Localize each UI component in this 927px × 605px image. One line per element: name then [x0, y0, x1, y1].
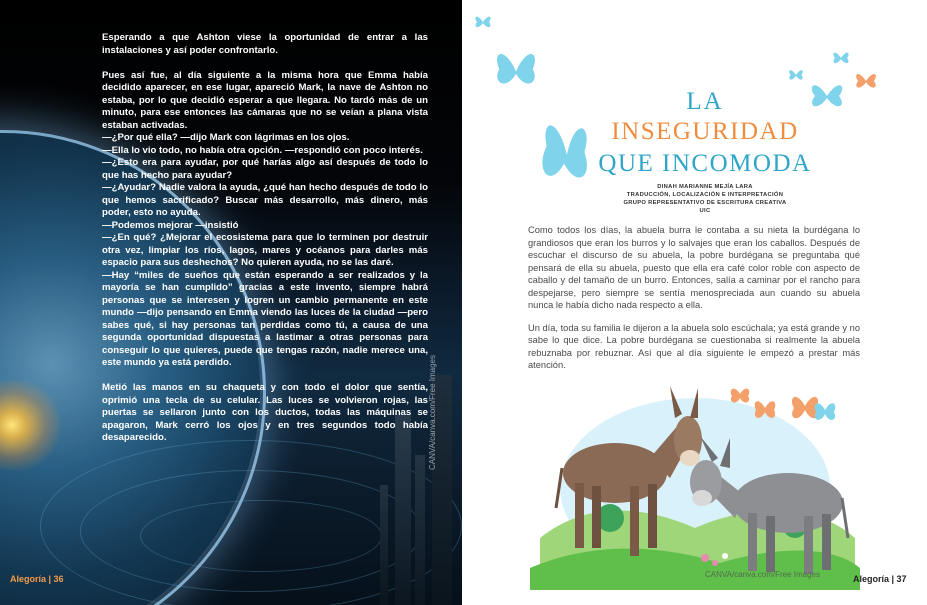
title-line: QUE INCOMODA [598, 150, 812, 177]
butterfly-icon [487, 45, 545, 93]
title-line: LA [686, 88, 724, 115]
dialogue-line: —¿En qué? ¿Mejorar el ecosistema para que lo terminen por destruir otra vez, limpiar los ríos, lagos, mares y océanos para darles más espacio para sus deshechos? No quieren ayuda, no se las daré. [102, 232, 428, 268]
left-page [0, 0, 462, 605]
tower-silhouette [380, 485, 388, 605]
paragraph: Pues así fue, al día siguiente a la misma hora que Emma había decidido aparecer, en ese lugar, apareció Mark, la nave de Ashton no estaba, por lo que decidió esperar a que llegara. No tardó más de un minuto, para ese entonces las cámaras que no se veían a plana vista estaban activadas. [102, 69, 428, 131]
dialogue-line: —Podemos mejorar —insistió [102, 219, 239, 231]
butterfly-icon [853, 66, 879, 96]
image-credit: CANVA/canva.com/Free Images [428, 354, 437, 470]
dialogue-line: —Hay “miles de sueños que están esperando a ser realizados y la mayoría se han cumplido” gracias a este invento, siempre habrá personas que se interesen y logren un cambio permanente en este mundo —dijo pensando en Emma viendo las luces de la ciudad —pero sabes qué, si hay personas tan perdidas como tú, a causa de una segunda oportunidad dispuestas a lastimar a otras personas para conseguir lo que quieres, puede que tengas razón, nadie merece una, este mundo ya está perdido. [102, 269, 428, 368]
paragraph: Como todos los días, la abuela burra le contaba a su nieta la burdégana lo grandiosos que eran los burros y lo salvajes que eran los caballos. Después de escuchar el discurso de su abuela, la pobre burdégana se preguntaba qué pensará de ella su abuela, puesto que ella era café color roble con aspecto de caballo y del tamaño de un burro. Entonces, salía a caminar por el rancho para despejarse, pero siempre se sentía menospreciada aun cuando su abuela nunca le había dicho nada respecto a ella. [528, 225, 860, 310]
butterfly-icon [830, 48, 852, 68]
paragraph: Metió las manos en su chaqueta y con todo el dolor que sentía, oprimió una tecla de su celular. Las luces se volvieron rojas, las puertas se sellaron junto con los ductos, todas las máquinas se apagaron, Mark cerró los ojos y en tres segundos todo había desaparecido. [102, 382, 428, 443]
page-folio: Alegoría | 36 [10, 574, 64, 584]
paragraph: Un día, toda su familia le dijeron a la abuela solo escúchala; ya está grande y no sabe lo que dice. La pobre burdégana se cuestionaba si realmente la abuela rebuznaba por rebuznar. Así que al día siguiente le empezó a prestar más atención. [528, 322, 860, 370]
dialogue-line: —¿Por qué ella? —dijo Mark con lágrimas en los ojos. [102, 132, 350, 143]
author-role: TRADUCCIÓN, LOCALIZACIÓN E INTERPRETACIÓN [626, 192, 784, 198]
image-credit: CANVA/canva.com/Free Images [705, 570, 821, 579]
story-text-right [528, 224, 860, 372]
dialogue-line: —¿Ayudar? Nadie valora la ayuda, ¿qué han hecho después de todo lo que hemos sacrificado? Buscar más desarrollo, más dinero, más poder, esto no ayuda. [102, 182, 428, 218]
title-line: INSEGURIDAD [611, 118, 799, 145]
dialogue-line: —¿Esto era para ayudar, por qué harías algo así después de todo lo que has hecho para ayudar? [102, 157, 428, 181]
butterfly-icon [473, 12, 493, 32]
donkeys-illustration [520, 378, 865, 590]
byline [620, 183, 790, 215]
dialogue-line: —Ella lo vio todo, no había otra opción. —respondió con poco interés. [102, 144, 423, 156]
butterfly-icon [787, 66, 805, 84]
light-glow [0, 380, 60, 470]
right-page [465, 0, 927, 605]
article-title [565, 88, 845, 180]
author-group: GRUPO REPRESENTATIVO DE ESCRITURA CREATIVA UIC [623, 200, 787, 214]
story-text-left [102, 32, 428, 445]
tower-silhouette [415, 455, 425, 605]
author-name: DINAH MARIANNE MEJÍA LARA [657, 184, 753, 190]
page-folio: Alegoría | 37 [853, 574, 907, 584]
city-ring [140, 500, 382, 572]
paragraph: Esperando a que Ashton viese la oportunidad de entrar a las instalaciones y así poder confrontarlo. [102, 32, 428, 56]
